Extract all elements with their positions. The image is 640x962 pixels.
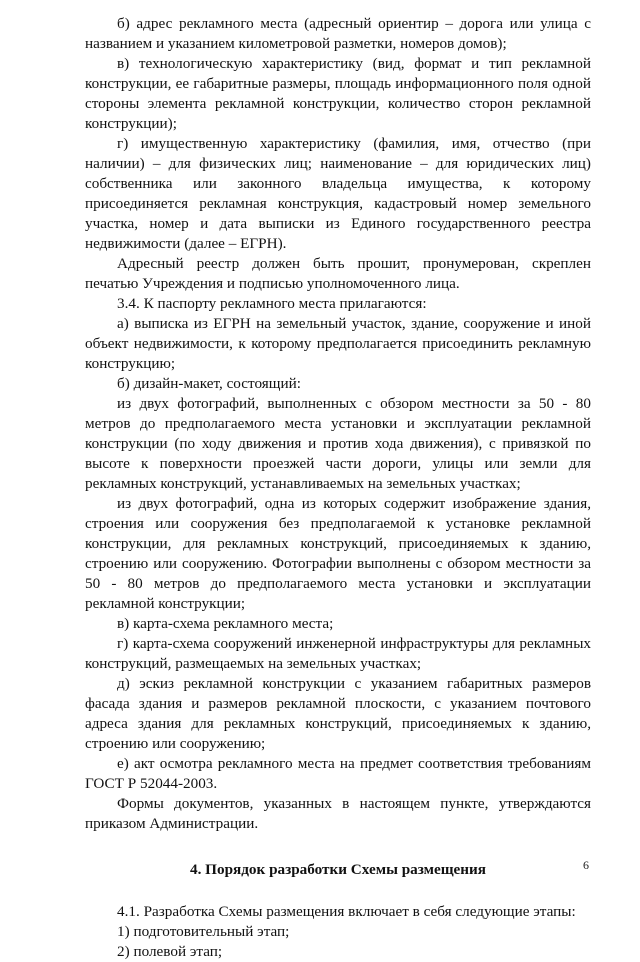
paragraph-property: г) имущественную характеристику (фамилия, имя, отчество (при наличии) – для физических лиц; наименование – для юридических лиц) собственника или законного владельца имущества, к которому присоединяется рекламная конструкция, кадастровый номер земельного участка, номер и дата выписки из Единого государственного реестра недвижимости (далее – ЕГРН). <box>85 135 591 252</box>
paragraph-registry: Адресный реестр должен быть прошит, пронумерован, скреплен печатью Учреждения и подписью уполномоченного лица. <box>85 255 591 292</box>
paragraph-forms: Формы документов, указанных в настоящем пункте, утверждаются приказом Администрации. <box>85 795 591 832</box>
section-heading: 4. Порядок разработки Схемы размещения <box>189 861 487 878</box>
paragraph-inspection: е) акт осмотра рекламного места на предмет соответствия требованиям ГОСТ Р 52044-2003. <box>85 755 591 792</box>
paragraph-egrn: а) выписка из ЕГРН на земельный участок, здание, сооружение и иной объект недвижимости, к которому предполагается присоединить рекламную конструкцию; <box>85 315 591 372</box>
paragraph-4-1: 4.1. Разработка Схемы размещения включает в себя следующие этапы: <box>117 903 576 920</box>
paragraph-technical: в) технологическую характеристику (вид, формат и тип рекламной конструкции, ее габаритные размеры, площадь информационного поля одной стороны элемента рекламной конструкции, количество сторон рекламной конструкции); <box>85 55 591 132</box>
paragraph-photos-building: из двух фотографий, одна из которых содержит изображение здания, строения или сооружения без предполагаемой к установке рекламной конструкции, для рекламных конструкций, присоединяемых к зданию, строению или сооружению. Фотографии выполнены с обзором местности за 50 - 80 метров до предполагаемого места установки и эксплуатации рекламной конструкции; <box>85 495 591 612</box>
paragraph-infra-map: г) карта-схема сооружений инженерной инфраструктуры для рекламных конструкций, размещаемых на земельных участках; <box>85 635 591 672</box>
paragraph-design: б) дизайн-макет, состоящий: <box>117 375 301 392</box>
paragraph-3-4: 3.4. К паспорту рекламного места прилагаются: <box>117 295 427 312</box>
list-item-field: 2) полевой этап; <box>117 943 223 960</box>
document-body <box>85 14 591 962</box>
paragraph-address: б) адрес рекламного места (адресный ориентир – дорога или улица с названием и указанием километровой разметки, номеров домов); <box>85 15 591 52</box>
paragraph-photos-land: из двух фотографий, выполненных с обзором местности за 50 - 80 метров до предполагаемого места установки и эксплуатации рекламной конструкции (по ходу движения и против хода движения), с привязкой по высоте к поверхности проезжей части дороги, улицы или земли для рекламных конструкций, устанавливаемых на земельных участках; <box>85 395 591 492</box>
paragraph-sketch: д) эскиз рекламной конструкции с указанием габаритных размеров фасада здания и размеров рекламной плоскости, с указанием почтового адреса здания для рекламных конструкций, присоединяемых к зданию, строению или сооружению; <box>85 675 591 752</box>
page-number: 6 <box>583 858 589 872</box>
list-item-preparatory: 1) подготовительный этап; <box>117 923 290 940</box>
paragraph-map: в) карта-схема рекламного места; <box>117 615 334 632</box>
